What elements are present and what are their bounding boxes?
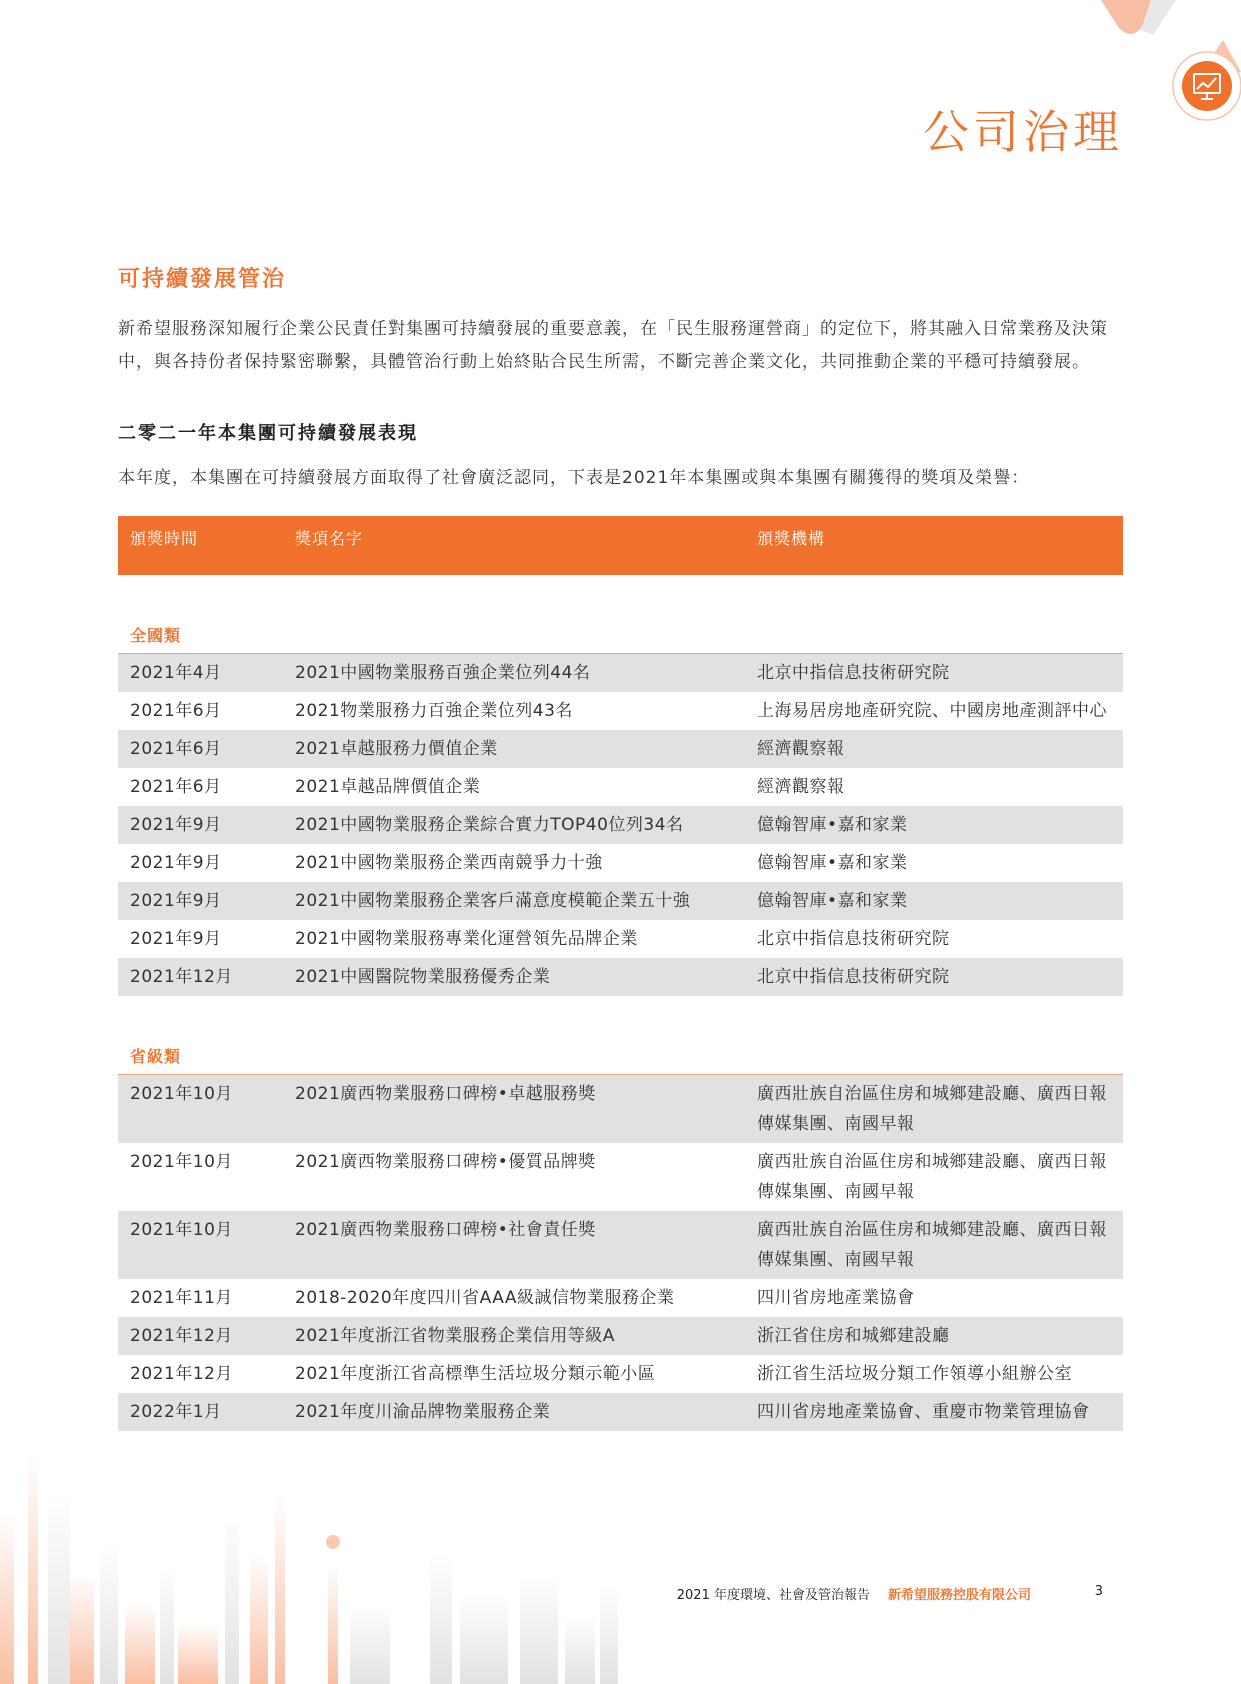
footer-report-title: 2021 年度環境、社會及管治報告	[676, 1588, 870, 1603]
table-row	[118, 1143, 1123, 1211]
table-row	[118, 920, 1123, 958]
award-name: 2021廣西物業服務口碑榜•卓越服務獎	[283, 1075, 745, 1144]
award-date: 2021年11月	[130, 1288, 233, 1308]
award-organization: 北京中指信息技術研究院	[757, 929, 950, 949]
award-name: 2018-2020年度四川省AAA級誠信物業服務企業	[295, 1288, 675, 1308]
award-organization: 上海易居房地產研究院、中國房地產測評中心	[757, 701, 1107, 721]
intro-paragraph: 新希望服務深知履行企業公民責任對集團可持續發展的重要意義，在「民生服務運營商」的定位下，將其融入日常業務及決策中，與各持份者保持緊密聯繫，具體管治行動上始終貼合民生所需，不斷完善企業文化，共同推動企業的平穩可持續發展。	[118, 319, 1108, 372]
award-name: 2021年度浙江省高標準生活垃圾分類示範小區	[295, 1364, 656, 1384]
award-organization: 廣西壯族自治區住房和城鄉建設廳、廣西日報傳媒集團、南國早報	[745, 1211, 1123, 1279]
category-provincial-row	[118, 1014, 1123, 1075]
award-name: 2021中國物業服務專業化運營領先品牌企業	[295, 929, 638, 949]
award-date: 2021年12月	[130, 1364, 233, 1384]
header-award-name: 獎項名字	[283, 516, 745, 575]
award-date: 2021年6月	[130, 777, 222, 797]
table-row	[118, 1355, 1123, 1393]
award-date: 2021年9月	[118, 882, 283, 920]
award-date: 2021年9月	[130, 929, 222, 949]
award-name: 2021廣西物業服務口碑榜•社會責任獎	[283, 1211, 745, 1279]
award-organization: 經濟觀察報	[745, 730, 1123, 768]
awards-table	[118, 516, 1123, 1431]
header-award-organization: 頒獎機構	[745, 516, 1123, 575]
section-heading: 可持續發展管治	[118, 267, 287, 292]
award-organization: 億翰智庫•嘉和家業	[745, 882, 1123, 920]
table-row	[118, 768, 1123, 806]
award-name: 2021中國物業服務企業客戶滿意度模範企業五十強	[283, 882, 745, 920]
award-name: 2021卓越品牌價值企業	[295, 777, 481, 797]
sub-heading: 二零二一年本集團可持續發展表現	[118, 423, 418, 444]
award-organization: 廣西壯族自治區住房和城鄉建設廳、廣西日報傳媒集團、南國早報	[745, 1075, 1123, 1144]
table-row	[118, 1279, 1123, 1317]
page-number: 3	[1094, 1584, 1103, 1599]
page-title: 公司治理	[923, 105, 1123, 159]
table-row	[118, 730, 1123, 768]
table-row	[118, 1393, 1123, 1431]
award-name: 2021卓越服務力價值企業	[283, 730, 745, 768]
award-name: 2021年度浙江省物業服務企業信用等級A	[283, 1317, 745, 1355]
table-row	[118, 692, 1123, 730]
award-date: 2021年10月	[118, 1075, 283, 1144]
award-date: 2021年12月	[118, 958, 283, 996]
award-date: 2021年9月	[130, 853, 222, 873]
table-row	[118, 1317, 1123, 1355]
category-national-label: 全國類	[118, 593, 1123, 654]
award-organization: 浙江省住房和城鄉建設廳	[745, 1317, 1123, 1355]
award-name: 2021物業服務力百強企業位列43名	[295, 701, 573, 721]
category-national-row	[118, 593, 1123, 654]
award-organization: 四川省房地產業協會	[757, 1288, 915, 1308]
award-organization: 億翰智庫•嘉和家業	[745, 806, 1123, 844]
award-date: 2021年10月	[118, 1211, 283, 1279]
main-content	[118, 262, 1123, 1431]
award-date: 2022年1月	[118, 1393, 283, 1431]
award-organization: 浙江省生活垃圾分類工作領導小組辦公室	[757, 1364, 1072, 1384]
award-organization: 廣西壯族自治區住房和城鄉建設廳、廣西日報傳媒集團、南國早報	[757, 1152, 1107, 1202]
table-row	[118, 1211, 1123, 1279]
skyline-decoration	[0, 1454, 640, 1684]
award-date: 2021年9月	[118, 806, 283, 844]
award-name: 2021中國物業服務企業綜合實力TOP40位列34名	[283, 806, 745, 844]
award-name: 2021廣西物業服務口碑榜•優質品牌獎	[295, 1152, 596, 1172]
table-row	[118, 1075, 1123, 1144]
category-provincial-label: 省級類	[118, 1014, 1123, 1075]
table-header-row	[118, 516, 1123, 575]
footer-company-name: 新希望服務控股有限公司	[887, 1588, 1031, 1603]
award-organization: 經濟觀察報	[757, 777, 845, 797]
award-date: 2021年12月	[118, 1317, 283, 1355]
table-row	[118, 882, 1123, 920]
header-award-date: 頒獎時間	[118, 516, 283, 575]
award-date: 2021年10月	[130, 1152, 233, 1172]
page-footer	[677, 1584, 1031, 1603]
award-organization: 北京中指信息技術研究院	[745, 654, 1123, 693]
award-name: 2021年度川渝品牌物業服務企業	[283, 1393, 745, 1431]
table-row	[118, 654, 1123, 693]
table-row	[118, 958, 1123, 996]
award-date: 2021年6月	[130, 701, 222, 721]
award-organization: 億翰智庫•嘉和家業	[757, 853, 908, 873]
award-organization: 四川省房地產業協會、重慶市物業管理協會	[745, 1393, 1123, 1431]
award-organization: 北京中指信息技術研究院	[745, 958, 1123, 996]
table-row	[118, 844, 1123, 882]
award-name: 2021中國物業服務企業西南競爭力十強	[295, 853, 603, 873]
award-name: 2021中國醫院物業服務優秀企業	[283, 958, 745, 996]
award-date: 2021年4月	[118, 654, 283, 693]
table-lead-text: 本年度，本集團在可持續發展方面取得了社會廣泛認同，下表是2021年本集團或與本集團有關獲得的獎項及榮譽：	[118, 468, 1030, 488]
table-row	[118, 806, 1123, 844]
award-name: 2021中國物業服務百強企業位列44名	[283, 654, 745, 693]
award-date: 2021年6月	[118, 730, 283, 768]
